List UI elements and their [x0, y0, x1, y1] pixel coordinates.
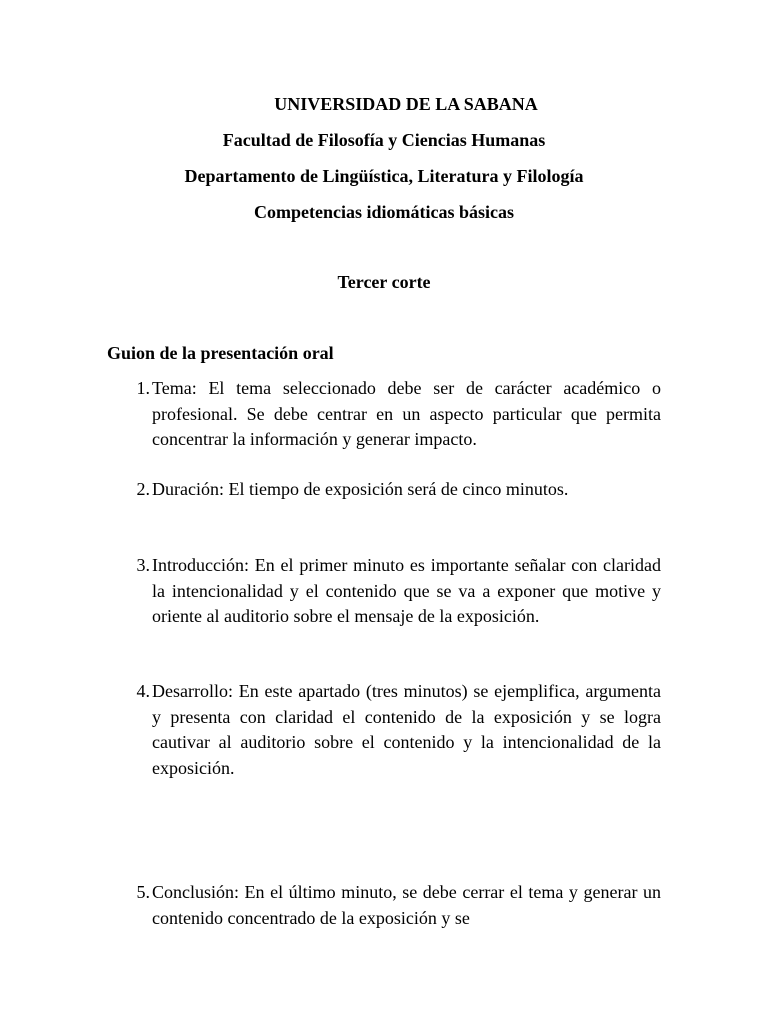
list-item: [120, 376, 661, 453]
term-heading: Tercer corte: [337, 272, 431, 292]
section-title: Guion de la presentación oral: [107, 343, 334, 363]
list-item-number: 5.: [136, 882, 150, 902]
list-item: [120, 880, 661, 931]
list-item-number: 2.: [136, 479, 150, 499]
course-heading: Competencias idiomáticas básicas: [254, 202, 514, 222]
list-item: [120, 679, 661, 781]
list-item-text: Duración: El tiempo de exposición será de cinco minutos.: [152, 479, 569, 499]
department-heading: Departamento de Lingüística, Literatura y Filología: [184, 166, 584, 186]
list-item-text: Conclusión: En el último minuto, se debe cerrar el tema y generar un contenido concentrado de la exposición y se: [152, 882, 661, 928]
list-item-text: Tema: El tema seleccionado debe ser de carácter académico o profesional. Se debe centrar en un aspecto particular que permita concentrar la información y generar impacto.: [152, 378, 661, 449]
list-item-number: 3.: [136, 555, 150, 575]
list-item-number: 1.: [136, 378, 150, 398]
list-item-text: Desarrollo: En este apartado (tres minutos) se ejemplifica, argumenta y presenta con claridad el contenido de la exposición y se logra cautivar al auditorio sobre el contenido y la intencionalidad de la exposición.: [152, 681, 661, 778]
university-heading: UNIVERSIDAD DE LA SABANA: [274, 94, 538, 114]
list-item: [120, 477, 661, 503]
list-item-number: 4.: [136, 681, 150, 701]
list-item-text: Introducción: En el primer minuto es importante señalar con claridad la intencionalidad y el contenido que se va a exponer que motive y oriente al auditorio sobre el mensaje de la exposición.: [152, 555, 661, 626]
faculty-heading: Facultad de Filosofía y Ciencias Humanas: [222, 130, 546, 150]
list-item: [120, 553, 661, 630]
